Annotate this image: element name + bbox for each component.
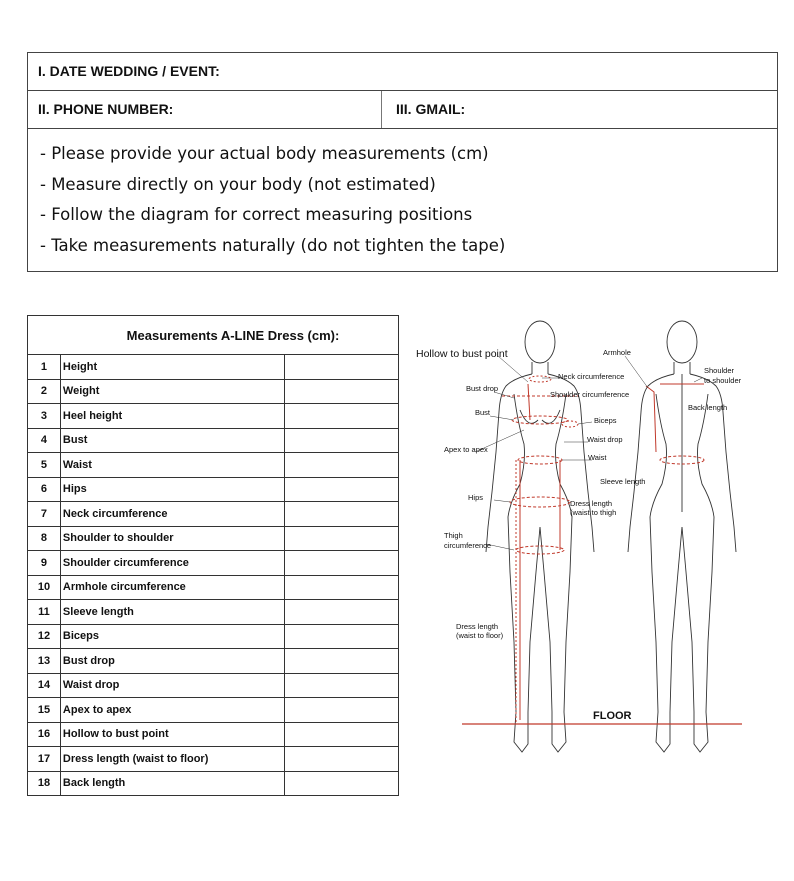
back-figure-icon — [628, 321, 736, 752]
measurement-value-cell[interactable] — [285, 624, 399, 649]
measurement-name: Sleeve length — [60, 600, 284, 625]
date-label: I. DATE WEDDING / EVENT: — [38, 63, 220, 79]
table-row — [28, 575, 399, 600]
measurement-name: Hips — [60, 477, 284, 502]
table-row — [28, 404, 399, 429]
label-neck-circumference: Neck circumference — [558, 372, 625, 381]
measurement-name: Height — [60, 355, 284, 380]
measurement-name: Back length — [60, 771, 284, 796]
instruction-item: - Take measurements naturally (do not tighten the tape) — [40, 235, 506, 255]
label-waist-drop: Waist drop — [587, 435, 623, 444]
row-number: 3 — [28, 404, 61, 429]
row-number: 15 — [28, 698, 61, 723]
measurement-name: Waist drop — [60, 673, 284, 698]
measurement-value-cell[interactable] — [285, 771, 399, 796]
label-shoulder-circumference: Shoulder circumference — [550, 390, 630, 399]
label-armhole: Armhole — [603, 348, 631, 357]
table-row — [28, 722, 399, 747]
label-dress-length-thigh: (waist to thigh — [570, 508, 617, 517]
label-thigh-circumference: Thigh — [444, 531, 463, 540]
measurement-name: Apex to apex — [60, 698, 284, 723]
column-divider — [381, 91, 382, 128]
table-row — [28, 649, 399, 674]
table-row — [28, 600, 399, 625]
measurement-value-cell[interactable] — [285, 698, 399, 723]
row-number: 13 — [28, 649, 61, 674]
measurement-value-cell[interactable] — [285, 502, 399, 527]
label-hips: Hips — [468, 493, 484, 502]
table-row — [28, 453, 399, 478]
table-row — [28, 379, 399, 404]
row-number: 1 — [28, 355, 61, 380]
measurement-name: Hollow to bust point — [60, 722, 284, 747]
row-number: 8 — [28, 526, 61, 551]
table-title: Measurements A-LINE Dress (cm): — [28, 316, 399, 355]
table-header-row — [28, 316, 399, 355]
measurement-value-cell[interactable] — [285, 649, 399, 674]
measurement-value-cell[interactable] — [285, 355, 399, 380]
figure-illustration — [410, 312, 790, 762]
measurement-name: Armhole circumference — [60, 575, 284, 600]
gmail-label: III. GMAIL: — [396, 101, 466, 117]
row-number: 11 — [28, 600, 61, 625]
label-dress-length-thigh: Dress length — [570, 499, 613, 508]
row-number: 17 — [28, 747, 61, 772]
measurement-name: Shoulder circumference — [60, 551, 284, 576]
measurement-name: Neck circumference — [60, 502, 284, 527]
measurement-value-cell[interactable] — [285, 477, 399, 502]
table-row — [28, 771, 399, 796]
table-row — [28, 673, 399, 698]
label-waist: Waist — [588, 453, 607, 462]
table-row — [28, 551, 399, 576]
row-number: 6 — [28, 477, 61, 502]
date-row[interactable] — [28, 53, 777, 91]
row-number: 5 — [28, 453, 61, 478]
label-hollow-to-bust: Hollow to bust point — [416, 348, 508, 360]
label-bust: Bust — [475, 408, 491, 417]
table-row — [28, 428, 399, 453]
label-floor: FLOOR — [593, 710, 632, 722]
row-number: 18 — [28, 771, 61, 796]
customer-info-form — [27, 52, 778, 272]
measurement-name: Heel height — [60, 404, 284, 429]
front-figure-icon — [486, 321, 594, 752]
measurement-value-cell[interactable] — [285, 526, 399, 551]
measurement-value-cell[interactable] — [285, 379, 399, 404]
table-row — [28, 526, 399, 551]
label-shoulder-to-shoulder: Shoulder — [704, 366, 735, 375]
row-number: 12 — [28, 624, 61, 649]
measurement-name: Weight — [60, 379, 284, 404]
measurement-value-cell[interactable] — [285, 600, 399, 625]
row-number: 9 — [28, 551, 61, 576]
table-row — [28, 502, 399, 527]
measurement-lines-icon — [462, 376, 742, 724]
body-measurement-diagram — [410, 312, 790, 762]
instruction-item: - Follow the diagram for correct measuring positions — [40, 205, 473, 224]
measurement-value-cell[interactable] — [285, 747, 399, 772]
row-number: 2 — [28, 379, 61, 404]
label-biceps: Biceps — [594, 416, 617, 425]
measurement-value-cell[interactable] — [285, 428, 399, 453]
instructions-list — [40, 139, 505, 261]
measurement-value-cell[interactable] — [285, 453, 399, 478]
label-dress-length-floor: Dress length — [456, 622, 499, 631]
table-row — [28, 698, 399, 723]
row-number: 7 — [28, 502, 61, 527]
measurement-name: Bust — [60, 428, 284, 453]
measurement-value-cell[interactable] — [285, 551, 399, 576]
measurement-name: Shoulder to shoulder — [60, 526, 284, 551]
measurement-name: Dress length (waist to floor) — [60, 747, 284, 772]
measurement-name: Bust drop — [60, 649, 284, 674]
label-thigh-circumference: circumference — [444, 541, 492, 550]
label-apex-to-apex: Apex to apex — [444, 445, 488, 454]
measurement-value-cell[interactable] — [285, 404, 399, 429]
contact-row — [28, 91, 777, 129]
table-row — [28, 747, 399, 772]
phone-label: II. PHONE NUMBER: — [38, 101, 174, 117]
label-shoulder-to-shoulder: to shoulder — [704, 376, 742, 385]
row-number: 14 — [28, 673, 61, 698]
label-dress-length-floor: (waist to floor) — [456, 631, 504, 640]
measurement-name: Biceps — [60, 624, 284, 649]
table-row — [28, 355, 399, 380]
table-row — [28, 624, 399, 649]
measurement-value-cell[interactable] — [285, 673, 399, 698]
measurement-value-cell[interactable] — [285, 575, 399, 600]
label-back-length: Back length — [688, 403, 728, 412]
instruction-item: - Measure directly on your body (not estimated) — [40, 174, 436, 194]
label-sleeve-length: Sleeve length — [600, 477, 646, 486]
measurements-table — [27, 315, 399, 796]
row-number: 10 — [28, 575, 61, 600]
instruction-item: - Please provide your actual body measurements (cm) — [40, 144, 489, 163]
measurement-name: Waist — [60, 453, 284, 478]
row-number: 16 — [28, 722, 61, 747]
table-row — [28, 477, 399, 502]
row-number: 4 — [28, 428, 61, 453]
label-bust-drop: Bust drop — [466, 384, 499, 393]
measurement-value-cell[interactable] — [285, 722, 399, 747]
